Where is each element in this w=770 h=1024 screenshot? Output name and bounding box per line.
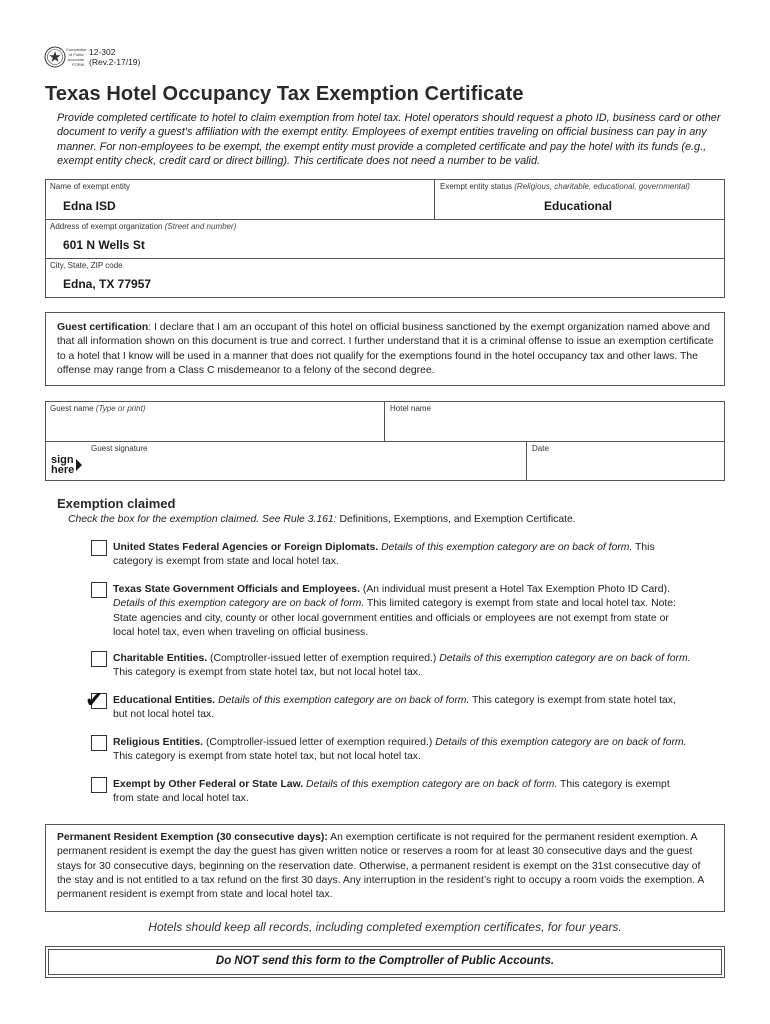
exempt-entity-section bbox=[45, 179, 725, 298]
divider bbox=[384, 402, 385, 441]
entity-status-field[interactable]: Educational bbox=[544, 199, 613, 213]
checkbox-state-officials[interactable] bbox=[91, 582, 107, 598]
guest-certification bbox=[45, 312, 725, 386]
divider bbox=[526, 442, 527, 480]
certification-heading: Guest certification bbox=[57, 322, 149, 333]
address-label: Address of exempt organization (Street and number) bbox=[50, 222, 237, 231]
exemption-federal-agencies: United States Federal Agencies or Foreign Diplomats. Details of this exemption category are on back of form. This category is exempt from state and local hotel tax. bbox=[113, 542, 655, 568]
city-label: City, State, ZIP code bbox=[50, 261, 123, 270]
entity-row bbox=[46, 180, 724, 220]
agency-name: Comptroller of Public Accounts FORM bbox=[66, 47, 87, 67]
exemption-state-officials: Texas State Government Officials and Employees. (An individual must present a Hotel Tax Exemption Photo ID Card). Details of this exemption category are on back of form. This limited category is exempt from state and local hotel tax. Note: State agencies and city, county or other local government entities and officials or employees are not exempt from state or local hotel tax, even when traveling on official business. bbox=[113, 584, 676, 638]
date-label: Date bbox=[532, 444, 549, 453]
checkbox-other-law[interactable] bbox=[91, 777, 107, 793]
check-mark-icon: ✔ bbox=[85, 688, 104, 713]
do-not-send-text: Do NOT send this form to the Comptroller of Public Accounts. bbox=[215, 955, 555, 967]
exemption-instructions: Check the box for the exemption claimed. See Rule 3.161: Definitions, Exemptions, and Exemption Certificate. bbox=[68, 514, 576, 525]
exemption-religious: Religious Entities. (Comptroller-issued letter of exemption required.) Details of this exemption category are on back of form. This category is exempt from state hotel tax, but not local hotel tax. bbox=[113, 737, 687, 763]
permanent-heading: Permanent Resident Exemption (30 consecutive days): bbox=[57, 832, 328, 843]
guest-name-label: Guest name (Type or print) bbox=[50, 404, 146, 413]
address-field[interactable]: 601 N Wells St bbox=[63, 238, 145, 252]
checkbox-federal-agencies[interactable] bbox=[91, 540, 107, 556]
divider bbox=[434, 180, 435, 219]
permanent-resident-section bbox=[45, 824, 725, 912]
exemption-charitable: Charitable Entities. (Comptroller-issued letter of exemption required.) Details of this exemption category are on back of form. This category is exempt from state hotel tax, but not local hotel tax. bbox=[113, 653, 691, 679]
checkbox-religious[interactable] bbox=[91, 735, 107, 751]
exemption-other-law: Exempt by Other Federal or State Law. Details of this exemption category are on back of form. This category is exempt from state and local hotel tax. bbox=[113, 779, 670, 805]
intro-text: Provide completed certificate to hotel to claim exemption from hotel tax. Hotel operators should request a photo ID, business card or other document to verify a guest’s affiliation with the exempt entity. Employees of exempt entities traveling on official business can pay in any manner. For non-employees to be exempt, the exempt entity must provide a completed certificate and pay the hotel with its funds (e.g., exempt entity check, credit card or direct billing). This certificate does not need a number to be valid. bbox=[57, 112, 721, 167]
comptroller-seal-icon bbox=[44, 46, 66, 68]
guest-signature-label: Guest signature bbox=[91, 444, 148, 453]
guest-row bbox=[46, 402, 724, 442]
arrow-right-icon bbox=[76, 459, 82, 471]
permanent-body: An exemption certificate is not required for the permanent resident exemption. A permanent resident is exempt the day the guest has given written notice or reserves a room for at least 30 consecutive days and the guest stays for 30 consecutive days, beginning on the reservation date. Otherwise, a permanent resident is exempt on the 31st consecutive day of the stay and is not entitled to a tax refund on the first 30 days. Any interruption in the resident’s right to occupy a room voids the exemption. A permanent resident is exempt from state and local hotel tax. bbox=[57, 832, 704, 901]
checkbox-charitable[interactable] bbox=[91, 651, 107, 667]
entity-name-field[interactable]: Edna ISD bbox=[63, 199, 116, 213]
entity-name-label: Name of exempt entity bbox=[50, 182, 131, 191]
do-not-send-box bbox=[45, 946, 725, 978]
exemption-educational: Educational Entities. Details of this exemption category are on back of form. This category is exempt from state hotel tax, but not local hotel tax. bbox=[113, 695, 676, 721]
exemption-heading: Exemption claimed bbox=[57, 496, 176, 511]
city-row bbox=[46, 259, 724, 297]
guest-section bbox=[45, 401, 725, 481]
form-number: 12-302 (Rev.2-17/19) bbox=[89, 47, 141, 67]
certification-body: : I declare that I am an occupant of this hotel on official business sanctioned by the exempt organization named above and that all information shown on this document is true and correct. I further understand that it is a criminal offense to issue an exemption certificate to a hotel that I know will be used in a manner that does not qualify for the exemptions found in the hotel occupancy tax and other laws. The offense may range from a Class C misdemeanor to a felony of the second degree. bbox=[57, 322, 714, 376]
address-row bbox=[46, 220, 724, 259]
records-note: Hotels should keep all records, including completed exemption certificates, for four years. bbox=[148, 920, 622, 934]
page-title: Texas Hotel Occupancy Tax Exemption Certificate bbox=[45, 83, 524, 105]
hotel-name-label: Hotel name bbox=[390, 404, 431, 413]
entity-status-label: Exempt entity status (Religious, charitable, educational, governmental) bbox=[440, 182, 690, 191]
city-field[interactable]: Edna, TX 77957 bbox=[63, 277, 152, 291]
sign-here-marker: sign here bbox=[51, 454, 75, 476]
